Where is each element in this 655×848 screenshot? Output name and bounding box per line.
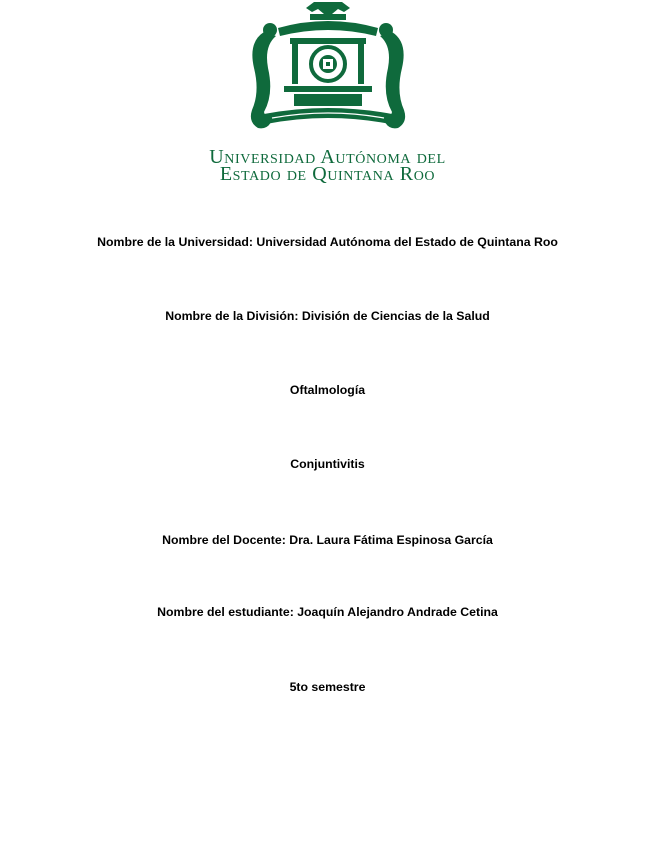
division-name: Nombre de la División: División de Ciencias de la Salud xyxy=(165,309,490,323)
subject-name: Oftalmología xyxy=(289,383,366,397)
topic-name: Conjuntivitis xyxy=(290,457,365,471)
teacher-name: Nombre del Docente: Dra. Laura Fátima Espinosa García xyxy=(162,533,493,547)
logo-title-line1: Universidad Autónoma del xyxy=(209,146,446,168)
university-seal-icon xyxy=(244,2,412,140)
student-name: Nombre del estudiante: Joaquín Alejandro Andrade Cetina xyxy=(157,605,498,619)
logo-title-line2: Estado de Quintana Roo xyxy=(219,163,436,185)
university-logo xyxy=(0,0,655,190)
semester: 5to semestre xyxy=(289,680,366,694)
university-name: Nombre de la Universidad: Universidad Autónoma del Estado de Quintana Roo xyxy=(97,235,558,249)
